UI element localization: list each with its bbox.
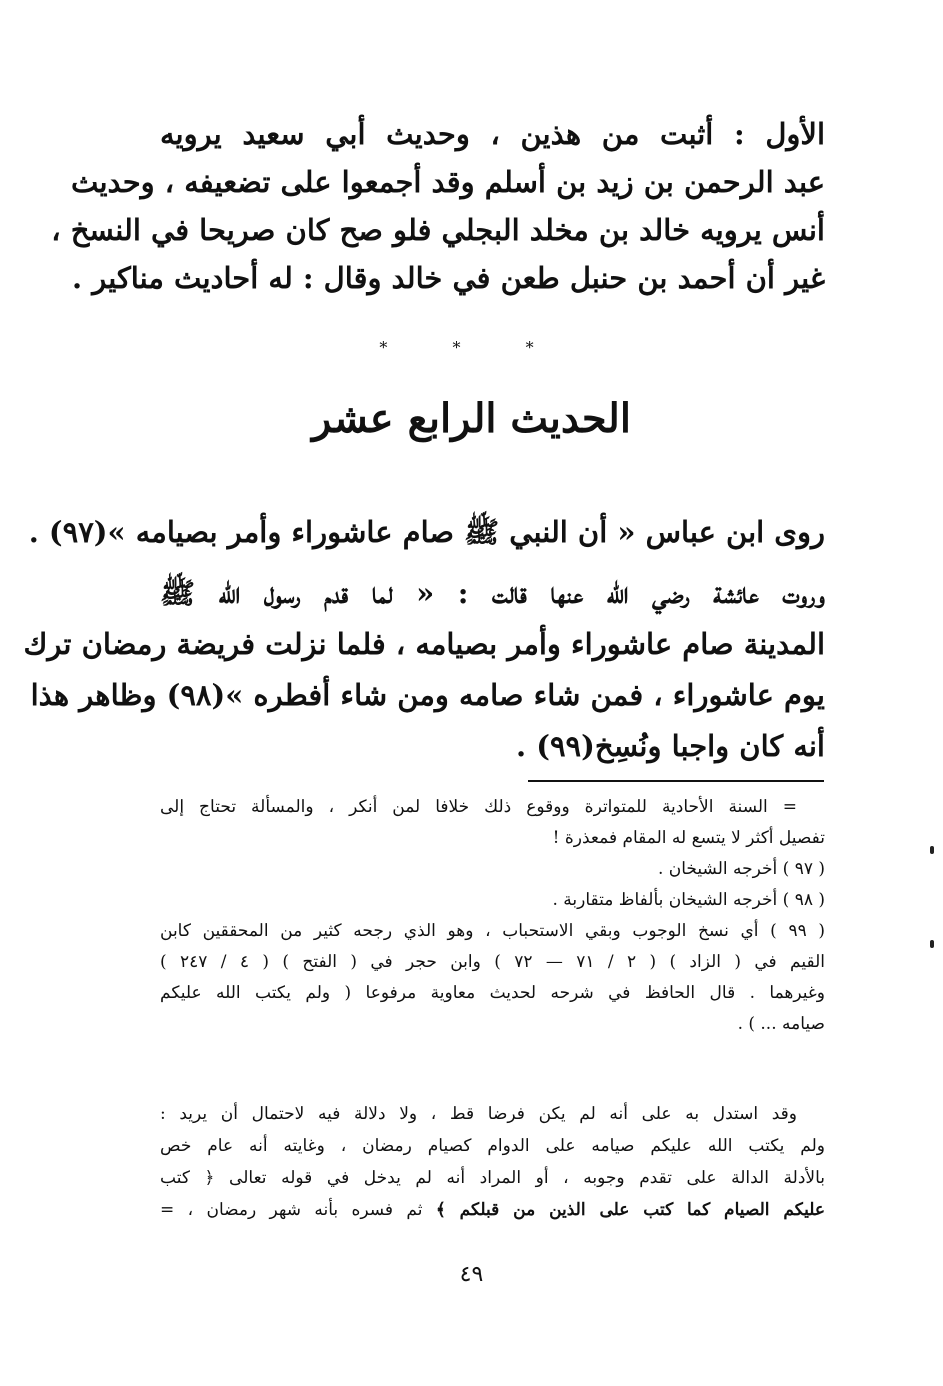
section-separator: * * * bbox=[379, 338, 564, 357]
footnote-99-line: صيامه ... ) . bbox=[737, 1014, 825, 1034]
footnote-continuation: تفصيل أكثر لا يتسع له المقام فمعذرة ! bbox=[552, 828, 825, 848]
text-line bbox=[160, 1194, 825, 1226]
text-line: وروت عائشة رضي الله عنها قالت : « لما قدم رسول الله ﷺ bbox=[160, 576, 825, 610]
footnote-divider bbox=[528, 780, 824, 782]
hadith-paragraph-aisha bbox=[23, 568, 825, 772]
text-line: روى ابن عباس « أن النبي ﷺ صام عاشوراء وأمر بصيامه »(٩٧) . bbox=[28, 515, 825, 549]
text-line: وقد استدل به على أنه لم يكن فرضا قط ، ولا دلالة فيه لاحتمال أن يريد : bbox=[160, 1104, 797, 1124]
footnote-commentary bbox=[160, 1098, 825, 1226]
footnote-98: ( ٩٨ ) أخرجه الشيخان بألفاظ متقاربة . bbox=[552, 890, 825, 910]
text-line: يوم عاشوراء ، فمن شاء صامه ومن شاء أفطره »(٩٨) وظاهر هذا bbox=[30, 678, 825, 712]
text-line: أنه كان واجبا ونُسِخ(٩٩) . bbox=[516, 729, 825, 763]
text-line: عبد الرحمن بن زيد بن أسلم وقد أجمعوا على تضعيفه ، وحديث bbox=[70, 165, 825, 199]
opening-paragraph bbox=[51, 110, 825, 302]
text-line: بالأدلة الدالة على تقدم وجوبه ، أو المراد أنه لم يدخل في قوله تعالى ﴿ كتب bbox=[160, 1168, 825, 1188]
scan-mark bbox=[930, 940, 934, 948]
hadith-paragraph-ibn-abbas bbox=[28, 508, 825, 556]
text-line: غير أن أحمد بن حنبل طعن في خالد وقال : له أحاديث مناكير . bbox=[72, 261, 825, 295]
footnote-99-line: وغيرهما . قال الحافظ في شرحه لحديث معاوية مرفوعا ( ولم يكتب الله عليكم bbox=[160, 983, 825, 1003]
footnote-99: ( ٩٩ ) أي نسخ الوجوب وبقي الاستحباب ، وهو الذي رجحه كثير من المحققين كابن bbox=[160, 921, 825, 941]
text-line: ولم يكتب الله عليكم صيامه على الدوام كصيام رمضان ، وغايته أنه عام خص bbox=[160, 1136, 825, 1156]
page-number: ٤٩ bbox=[459, 1262, 484, 1287]
text-line: أنس يرويه خالد بن مخلد البجلي فلو صح كان صريحا في النسخ ، bbox=[51, 213, 825, 247]
text-line: الأول : أثبت من هذين ، وحديث أبي سعيد يرويه bbox=[160, 117, 825, 151]
footnote-97: ( ٩٧ ) أخرجه الشيخان . bbox=[657, 859, 825, 879]
footnote-continuation: = السنة الأحادية للمتواترة ووقوع ذلك خلافا لمن أنكر ، والمسألة تحتاج إلى bbox=[160, 797, 797, 817]
quran-quote: عليكم الصيام كما كتب على الذين من قبلكم ﴾ bbox=[435, 1200, 826, 1220]
text-line: المدينة صام عاشوراء وأمر بصيامه ، فلما نزلت فريضة رمضان ترك bbox=[23, 627, 825, 661]
text-fragment: ثم فسره بأنه شهر رمضان ، = bbox=[160, 1200, 436, 1220]
section-title: الحديث الرابع عشر bbox=[312, 395, 631, 442]
scan-mark bbox=[930, 846, 934, 854]
footnote-99-line: القيم في ( الزاد ) ( ٢ / ٧١ — ٧٢ ) وابن حجر في ( الفتح ) ( ٤ / ٢٤٧ ) bbox=[160, 952, 825, 972]
footnotes bbox=[160, 792, 825, 1040]
